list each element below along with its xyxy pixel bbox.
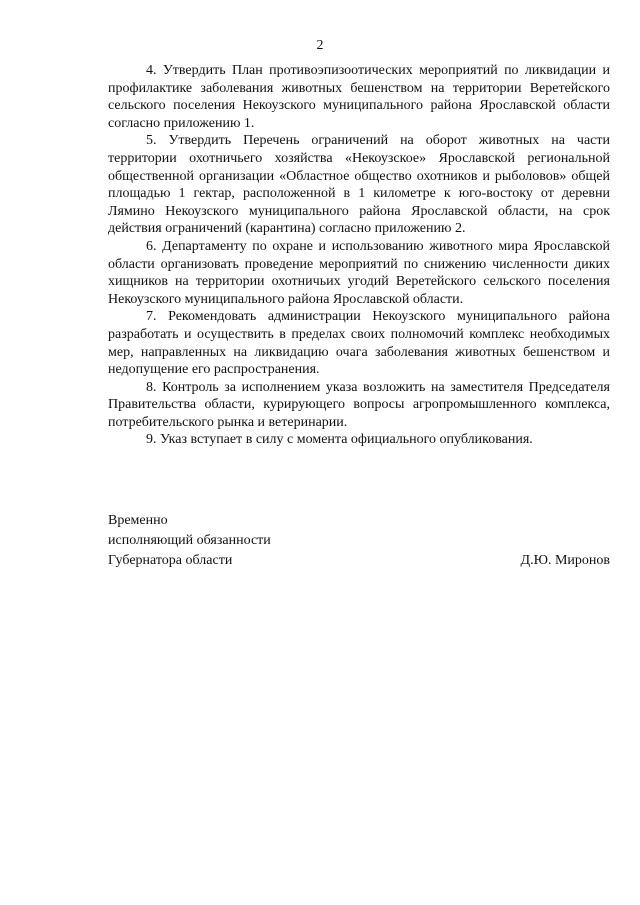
paragraph-4: 4. Утвердить План противоэпизоотических мероприятий по ликвидации и профилактике заболевания животных бешенством на территории Веретейского сельского поселения Некоузского муниципального района Ярославской области согласно приложению 1. [108,63,610,131]
signature-line-temporarily: Временно [108,513,168,528]
paragraph-6: 6. Департаменту по охране и использованию животного мира Ярославской области организовать проведение мероприятий по снижению численности диких хищников на территории охотничьих угодий Веретейского сельского поселения Некоузского муниципального района Ярославской области. [108,238,610,307]
page-number: 2 [316,38,324,53]
signatory-name: Д.Ю. Миронов [520,553,610,568]
paragraph-7: 7. Рекомендовать администрации Некоузского муниципального района разработать и осуществить в пределах своих полномочий комплекс необходимых мер, направленных на ликвидацию очага заболевания животных бешенством и недопущение его распространения. [108,309,610,378]
paragraph-5: 5. Утвердить Перечень ограничений на оборот животных на части территории охотничьего хозяйства «Некоузское» Ярославской региональной общественной организации «Областное общество охотников и рыболовов» общей площадью 1 гектар, расположенной в 1 километре к юго-востоку от деревни Лямино Некоузского муниципального района Ярославской области, на срок действия ограничений (карантина) согласно приложению 2. [108,133,610,237]
signature-block [108,511,610,571]
signature-position: Губернатора области [108,553,233,568]
paragraph-8: 8. Контроль за исполнением указа возложить на заместителя Председателя Правительства области, курирующего вопросы агропромышленного комплекса, потребительского рынка и ветеринарии. [108,379,610,430]
paragraph-9: 9. Указ вступает в силу с момента официального опубликования. [146,432,533,448]
document-body [108,62,610,449]
signature-last-line [108,551,610,571]
signature-line-acting: исполняющий обязанности [108,533,271,548]
